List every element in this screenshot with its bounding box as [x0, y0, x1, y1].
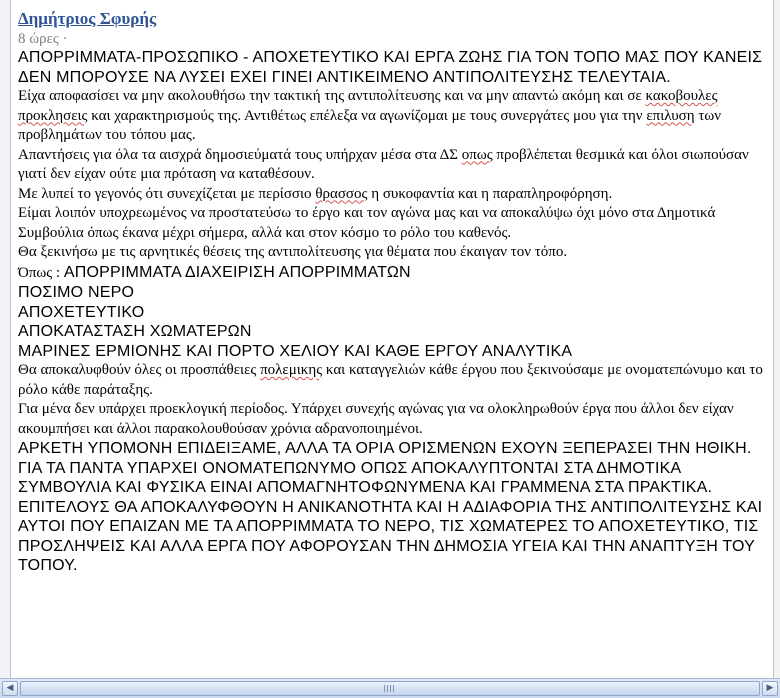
post-paragraph: ΑΠΟΧΕΤΕΥΤΙΚΟ [18, 303, 145, 321]
post-paragraph: ΓΙΑ ΤΑ ΠΑΝΤΑ ΥΠΑΡΧΕΙ ΟΝΟΜΑΤΕΠΩΝΥΜΟ ΟΠΩΣ ΑΠΟΚΑΛΥΠΤΟΝΤΑΙ ΣΤΑ ΔΗΜΟΤΙΚΑ ΣΥΜΒΟΥΛΙΑ ΚΑΙ ΦΥΣΙΚΑ ΕΙΝΑΙ ΑΠΟΜΑΓΝΗΤΟΦΩΝΥΜΕΝΑ ΚΑΙ ΓΡΑΜΜΕΝΑ ΣΤΑ ΠΡΑΚΤΙΚΑ. [18, 459, 713, 496]
post-paragraph: ΠΟΣΙΜΟ ΝΕΡΟ [18, 284, 135, 301]
author-name-link[interactable]: Δημήτριος Σφυρής [18, 9, 157, 28]
scroll-right-arrow-icon[interactable]: ▶ [762, 681, 778, 696]
post-paragraph: ΕΠΙΤΕΛΟΥΣ ΘΑ ΑΠΟΚΑΛΥΦΘΟΥΝ Η ΑΝΙΚΑΝΟΤΗΤΑ ΚΑΙ Η ΑΔΙΑΦΟΡΙΑ ΤΗΣ ΑΝΤΙΠΟΛΙΤΕΥΣΗΣ ΚΑΙ ΑΥΤΟΙ ΠΟΥ ΕΠΑΙΖΑΝ ΜΕ ΤΑ ΑΠΟΡΡΙΜΜΑΤΑ ΤΟ ΝΕΡΟ, ΤΙΣ ΧΩΜΑΤΕΡΕΣ ΤΟ ΑΠΟΧΕΤΕΥΤΙΚΟ, ΤΙΣ ΠΡΟΣΛΗΨΕΙΣ ΚΑΙ ΑΛΛΑ ΕΡΓΑ ΠΟΥ ΑΦΟΡΟΥΣΑΝ ΤΗΝ ΔΗΜΟΣΙΑ ΥΓΕΙΑ ΚΑΙ ΤΗΝ ΑΝΑΠΤΥΞΗ ΤΟΥ ΤΟΠΟΥ. [18, 498, 763, 574]
post-paragraph: Για μένα δεν υπάρχει προεκλογική περίοδος. Υπάρχει συνεχής αγώνας για να ολοκληρωθούν έργα που άλλοι δεν είχαν ακουμπήσει και άλλοι παρακολουθούσαν χρόνια αδρανοποιημένοι. [18, 401, 734, 437]
paragraph-text: ΑΠΟΡΡΙΜΜΑΤΑ ΔΙΑΧΕΙΡΙΣΗ ΑΠΟΡΡΙΜΜΑΤΩΝ [63, 263, 411, 281]
post-paragraph: Είμαι λοιπόν υποχρεωμένος να προστατεύσω το έργο και τον αγώνα μας και να αποκαλύψω όχι μόνο στα Δημοτικά Συμβούλια όπως έκανα μέχρι σήμερα, αλλά και στον κόσμο το ρόλο του καθενός. [18, 205, 716, 241]
post-paragraph: ΜΑΡΙΝΕΣ ΕΡΜΙΟΝΗΣ ΚΑΙ ΠΟΡΤΟ ΧΕΛΙΟΥ ΚΑΙ ΚΑΘΕ ΕΡΓΟΥ ΑΝΑΛΥΤΙΚΑ [18, 342, 573, 360]
post-paragraph: Θα ξεκινήσω με τις αρνητικές θέσεις της αντιπολίτευσης για θέματα που έκαιγαν τον τόπο. [18, 244, 568, 260]
paragraph-lead: Όπως : [18, 264, 64, 281]
post-timestamp: 8 ώρες · [18, 31, 68, 47]
post-body [18, 48, 770, 576]
right-border [773, 0, 780, 678]
post-paragraph: Θα αποκαλυφθούν όλες οι προσπάθειες πολεμικης και καταγγελιών κάθε έργου που ξεκινούσαμε με ονοματεπώνυμο και το ρόλο κάθε παράταξης. [18, 362, 763, 398]
scroll-left-arrow-icon[interactable]: ◀ [2, 681, 18, 696]
post-paragraph: Είχα αποφασίσει να μην ακολουθήσω την τακτική της αντιπολίτευσης και να μην απαντώ ακόμη και σε κακοβουλες προκλησεις και χαρακτηρισμούς της. Αντιθέτως επέλεξα να αγωνίζομαι με τους συνεργάτες μου για την επιλυση των προβλημάτων του τόπου μας. [18, 88, 722, 143]
post-paragraph: Απαντήσεις για όλα τα αισχρά δημοσιεύματά τους υπήρχαν μέσα στα ΔΣ οπως προβλέπεται θεσμικά και όλοι σιωπούσαν γιατί δεν είχαν ούτε μια πρόταση να καταθέσουν. [18, 146, 749, 182]
post [18, 8, 770, 576]
post-paragraph [18, 263, 770, 284]
scroll-thumb[interactable] [20, 681, 760, 696]
left-border [0, 0, 11, 678]
post-paragraph: Με λυπεί το γεγονός ότι συνεχίζεται με περίσσιο θρασσος η συκοφαντία και η παραπληροφόρηση. [18, 185, 613, 202]
scroll-grip-icon [384, 685, 396, 692]
horizontal-scrollbar[interactable] [0, 678, 780, 698]
post-paragraph: ΑΠΟΡΡΙΜΜΑΤΑ-ΠΡΟΣΩΠΙΚΟ - ΑΠΟΧΕΤΕΥΤΙΚΟ ΚΑΙ ΕΡΓΑ ΖΩΗΣ ΓΙΑ ΤΟΝ ΤΟΠΟ ΜΑΣ ΠΟΥ ΚΑΝΕΙΣ ΔΕΝ ΜΠΟΡΟΥΣΕ ΝΑ ΛΥΣΕΙ ΕΧΕΙ ΓΙΝΕΙ ΑΝΤΙΚΕΙΜΕΝΟ ΑΝΤΙΠΟΛΙΤΕΥΣΗΣ ΤΕΛΕΥΤΑΙΑ. [18, 49, 763, 86]
post-paragraph: ΑΠΟΚΑΤΑΣΤΑΣΗ ΧΩΜΑΤΕΡΩΝ [18, 323, 252, 340]
post-paragraph: ΑΡΚΕΤΗ ΥΠΟΜΟΝΗ ΕΠΙΔΕΙΞΑΜΕ, ΑΛΛΑ ΤΑ ΟΡΙΑ ΟΡΙΣΜΕΝΩΝ ΕΧΟΥΝ ΞΕΠΕΡΑΣΕΙ ΤΗΝ ΗΘΙΚΗ. [18, 440, 752, 457]
